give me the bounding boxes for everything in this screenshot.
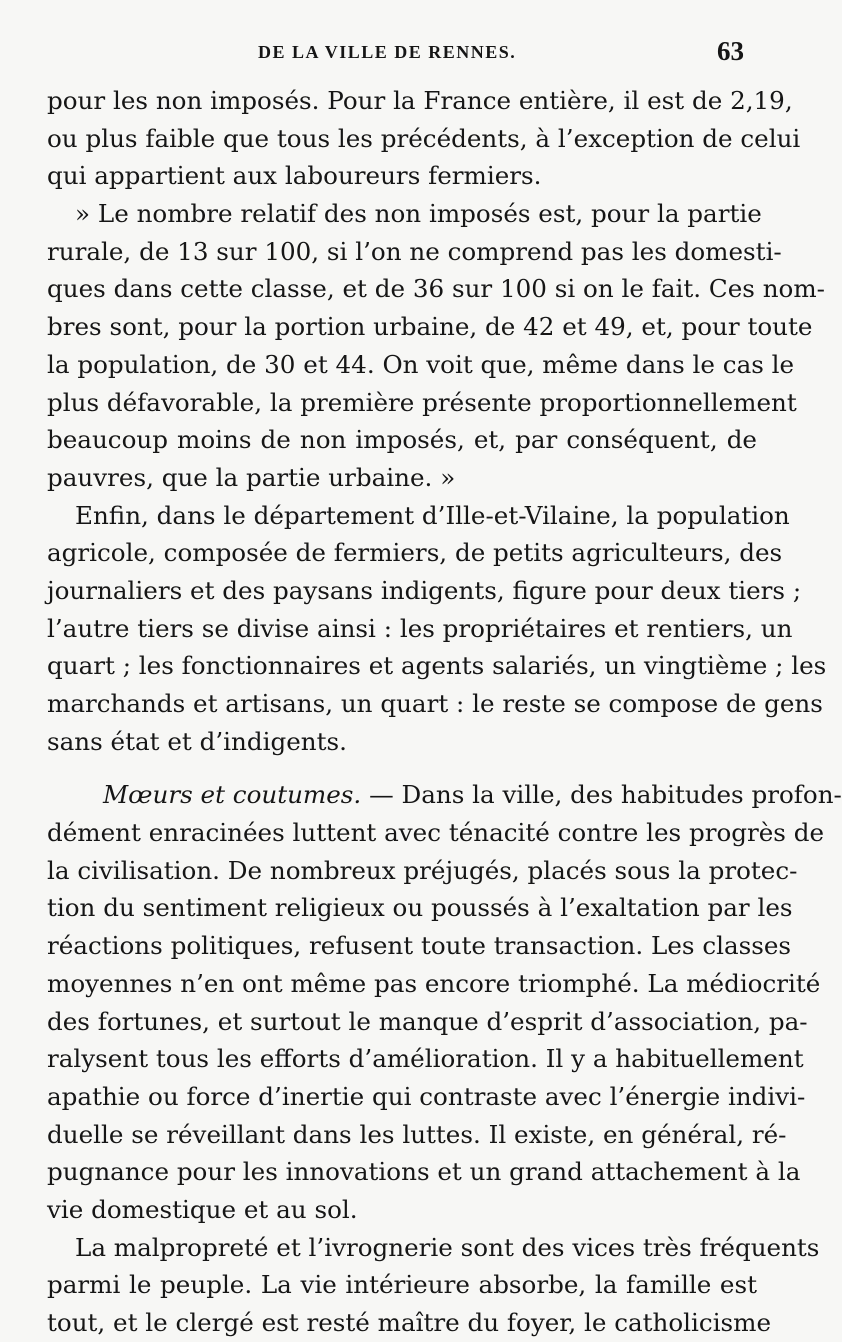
text-line: » Le nombre relatif des non imposés est, pour la partie (75, 199, 762, 229)
text-line: journaliers et des paysans indigents, figure pour deux tiers ; (47, 575, 802, 605)
text-line: qui appartient aux laboureurs fermiers. (47, 161, 542, 191)
text-line: La malpropreté et l’ivrognerie sont des vices très fréquents (75, 1232, 820, 1262)
text-line: beaucoup moins de non imposés, et, par conséquent, de (47, 425, 757, 455)
text-line: tout, et le clergé est resté maître du foyer, le catholicisme (47, 1308, 772, 1337)
text-line: quart ; les fonctionnaires et agents salariés, un vingtième ; les (47, 651, 827, 681)
text-line: duelle se réveillant dans les luttes. Il existe, en général, ré- (47, 1119, 787, 1149)
text-line: la population, de 30 et 44. On voit que, même dans le cas le (47, 349, 795, 379)
text-line: pauvres, que la partie urbaine. » (47, 462, 456, 492)
section-lead-text: — Dans la ville, des habitudes profon- (369, 780, 842, 810)
text-line: ralysent tous les efforts d’amélioration. Il y a habituellement (47, 1044, 804, 1074)
text-line: Enfin, dans le département d’Ille-et-Vilaine, la population (75, 500, 790, 530)
text-line: ou plus faible que tous les précédents, à l’exception de celui (47, 123, 801, 153)
text-line: l’autre tiers se divise ainsi : les propriétaires et rentiers, un (47, 613, 793, 643)
text-line: sans état et d’indigents. (47, 726, 347, 756)
running-title: DE LA VILLE DE RENNES. (258, 42, 517, 62)
text-line: ques dans cette classe, et de 36 sur 100 si on le fait. Ces nom- (47, 274, 825, 304)
text-line: pour les non imposés. Pour la France entière, il est de 2,19, (47, 86, 793, 115)
page-number: 63 (717, 36, 744, 66)
text-line: parmi le peuple. La vie intérieure absorbe, la famille est (47, 1270, 757, 1300)
text-line: tion du sentiment religieux ou poussés à l’exaltation par les (47, 893, 793, 923)
text-line: moyennes n’en ont même pas encore triomphé. La médiocrité (47, 968, 821, 998)
body-text (47, 82, 842, 1342)
paragraph-gap (47, 760, 757, 776)
text-line: apathie ou force d’inertie qui contraste avec l’énergie indivi- (47, 1081, 806, 1111)
text-line: réactions politiques, refusent toute transaction. Les classes (47, 931, 792, 961)
text-line: marchands et artisans, un quart : le reste se compose de gens (47, 689, 823, 718)
text-line: pugnance pour les innovations et un grand attachement à la (47, 1157, 801, 1187)
running-head (0, 36, 800, 72)
text-line: rurale, de 13 sur 100, si l’on ne comprend pas les domesti- (47, 236, 782, 266)
text-line: des fortunes, et surtout le manque d’esprit d’association, pa- (47, 1006, 808, 1036)
text-line: agricole, composée de fermiers, de petits agriculteurs, des (47, 538, 783, 568)
text-line: dément enracinées luttent avec ténacité contre les progrès de (47, 818, 825, 848)
text-line: plus défavorable, la première présente proportionnellement (47, 387, 797, 417)
text-line: la civilisation. De nombreux préjugés, placés sous la protec- (47, 855, 798, 885)
text-line: bres sont, pour la portion urbaine, de 42 et 49, et, pour toute (47, 312, 813, 342)
section-heading: Mœurs et coutumes. (103, 780, 362, 810)
text-line (47, 776, 842, 814)
text-line: vie domestique et au sol. (47, 1194, 358, 1224)
